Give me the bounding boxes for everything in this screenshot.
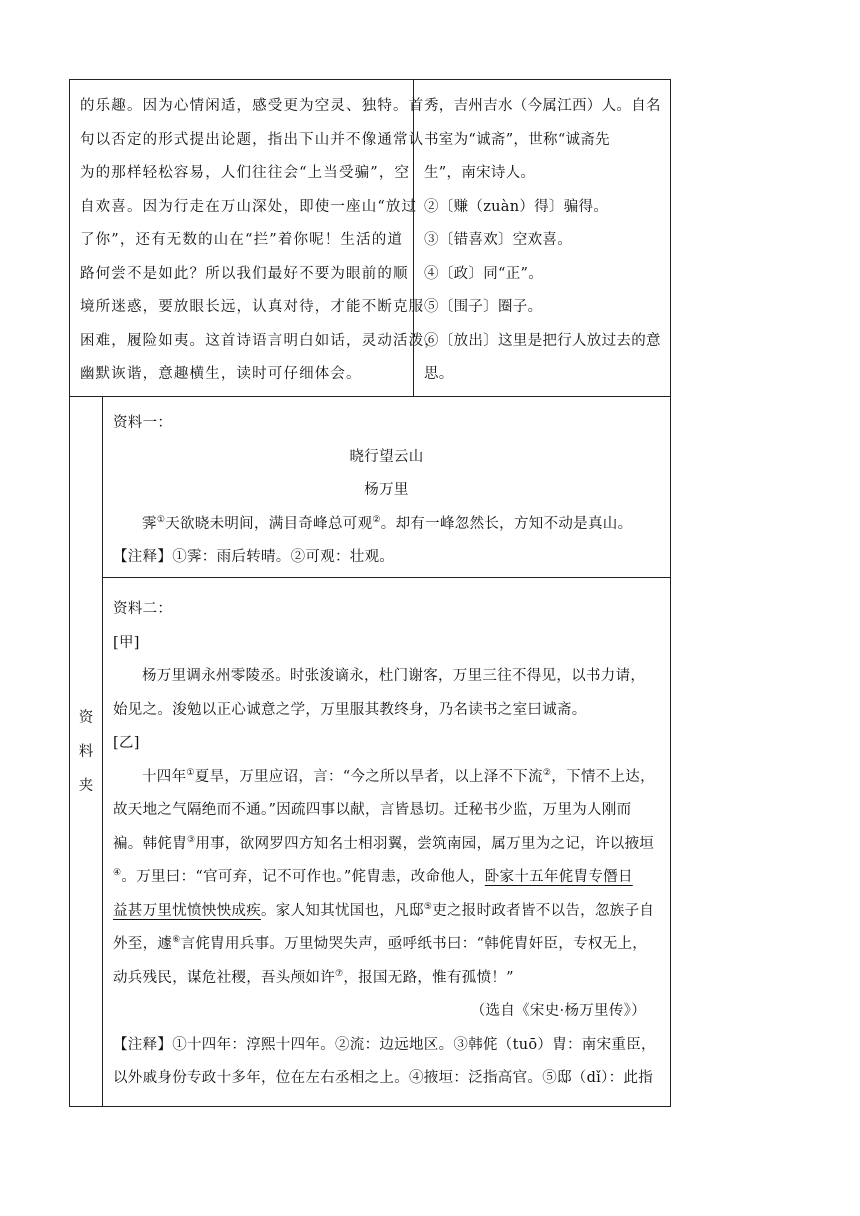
- text-line: ④。万里曰：“官可弃，记不可作也。”侂胄恚，改命他人，卧家十五年侂胄专僭日: [113, 868, 633, 885]
- section-label: [乙]: [113, 735, 140, 751]
- material-two: [103, 578, 670, 1106]
- note-line: 思。: [424, 366, 454, 382]
- text-line: 困难，履险如夷。这首诗语言明白如话，灵动活泼，: [80, 332, 440, 349]
- text-line: 了你”，还有无数的山在“拦”着你呢！生活的道: [80, 232, 404, 248]
- note-line: ②〔赚（zuàn）得〕骗得。: [424, 198, 609, 215]
- underlined-sentence: 益甚万里忧愤怏怏成疾: [113, 902, 261, 919]
- poem-title: 晓行望云山: [349, 448, 424, 465]
- text-line: 句以否定的形式提出论题，指出下山并不像通常认: [80, 131, 425, 148]
- appreciation-cell: [70, 80, 440, 396]
- text-line: 益甚万里忧愤怏怏成疾。家人知其忧国也，凡邸⑤吏之报时政者皆不以告，忽族子自: [113, 901, 655, 919]
- side-label-char: 料: [78, 743, 94, 760]
- note-line: 秀，吉州吉水（今属江西）人。自名: [424, 98, 661, 114]
- text-line: 十四年①夏旱，万里应诏，言：“今之所以旱者，以上泽不下流②，下情不上达，: [142, 767, 655, 785]
- notes-cell: [414, 80, 670, 396]
- underlined-sentence: 卧家十五年侂胄专僭日: [484, 869, 633, 885]
- text-line: 的乐趣。因为心情闲适，感受更为空灵、独特。首: [80, 98, 425, 114]
- side-label: [70, 397, 103, 1106]
- text-line: 杨万里调永州零陵丞。时张浚谪永，杜门谢客，万里三往不得见，以书力请，: [142, 668, 646, 684]
- text-line: 为的那样轻松容易，人们往往会“上当受骗”，空: [80, 165, 411, 181]
- text-line: 褊。韩侂胄③用事，欲网罗四方知名士相羽翼，尝筑南园，属万里为之记，许以掖垣: [113, 834, 655, 852]
- material-heading: 资料一：: [113, 415, 173, 431]
- material-note: 【注释】①十四年：淳熙十四年。②流：边远地区。③韩侂（tuō）胄：南宋重臣，: [113, 1036, 656, 1053]
- text-line: 路何尝不是如此？所以我们最好不要为眼前的顺: [80, 265, 409, 282]
- side-label-char: 夹: [78, 777, 94, 794]
- note-line: ④〔政〕同“正”。: [424, 265, 544, 282]
- section-label: [甲]: [113, 634, 140, 651]
- note-line: ⑤〔围子〕圈子。: [424, 299, 543, 315]
- material-heading: 资料二：: [113, 601, 173, 617]
- materials-content: [103, 397, 670, 1106]
- document-table: [69, 79, 671, 1107]
- source-citation: （选自《宋史·杨万里传》）: [470, 1003, 646, 1019]
- text-line: 外至，遽⑥言侂胄用兵事。万里恸哭失声，亟呼纸书曰：“韩侂胄奸臣，专权无上，: [113, 935, 648, 952]
- poem-author: 杨万里: [364, 482, 409, 498]
- table-row-materials: [70, 397, 670, 1106]
- note-line: 生”，南宋诗人。: [424, 165, 536, 181]
- material-note: 【注释】①霁：雨后转晴。②可观：壮观。: [113, 549, 395, 565]
- material-one: [103, 397, 670, 578]
- table-row-top: [70, 80, 670, 397]
- text-line: 自欢喜。因为行走在万山深处，即使一座山“放过: [80, 198, 418, 215]
- poem-text: 霁①天欲晓未明间，满目奇峰总可观②。却有一峰忽然长，方知不动是真山。: [142, 514, 633, 532]
- side-label-char: 资: [78, 709, 94, 726]
- text-line: 境所迷惑，要放眼长远，认真对待，才能不断克服: [80, 299, 425, 315]
- text-line: 幽默诙谐，意趣横生，读时可仔细体会。: [80, 366, 362, 382]
- text-line: 始见之。浚勉以正心诚意之学，万里服其教终身，乃名读书之室曰诚斋。: [113, 701, 587, 718]
- note-line: ③〔错喜欢〕空欢喜。: [424, 232, 572, 248]
- text-line: 故天地之气隔绝而不通。”因疏四事以献，言皆恳切。迁秘书少监，万里为人刚而: [113, 802, 632, 818]
- note-line: ⑥〔放出〕这里是把行人放过去的意: [424, 332, 661, 349]
- material-note: 以外戚身份专政十多年，位在左右丞相之上。④掖垣：泛指高官。⑤邸（dǐ）：此指: [113, 1070, 654, 1086]
- note-line: 书室为“诚斋”，世称“诚斋先: [424, 131, 610, 148]
- text-line: 动兵残民，谋危社稷，吾头颅如许⑦，报国无路，惟有孤愤！”: [113, 968, 514, 986]
